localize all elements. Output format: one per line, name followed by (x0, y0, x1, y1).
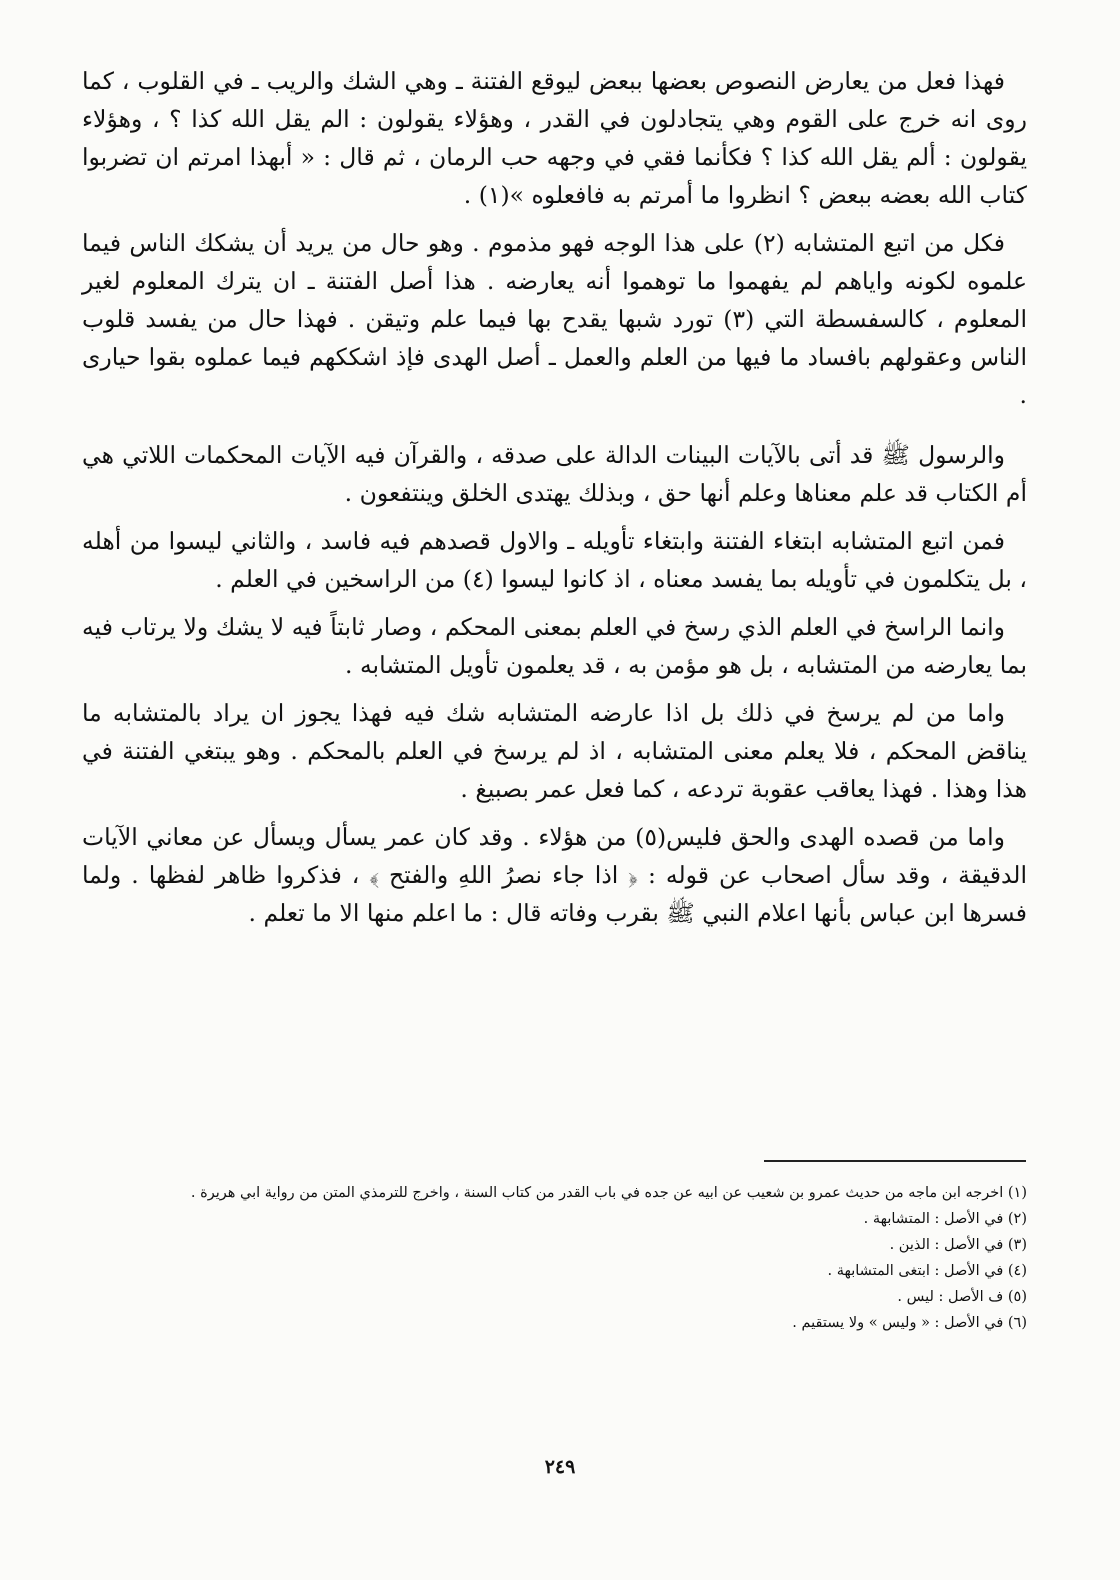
footnote-2: (٢) في الأصل : المتشابهة . (863, 1211, 1027, 1227)
footnote-6: (٦) في الأصل : « وليس » ولا يستقيم . (792, 1315, 1027, 1331)
footnote-1: (١) اخرجه ابن ماجه من حديث عمرو بن شعيب عن ابيه عن جده في باب القدر من كتاب السنة ، واخرج للترمذي المتن من رواية ابي هريرة . (190, 1185, 1027, 1201)
footnote-separator (764, 1160, 1026, 1162)
footnotes (82, 1180, 1027, 1336)
paragraph-7: واما من قصده الهدى والحق فليس(٥) من هؤلاء . وقد كان عمر يسأل ويسأل عن معاني الآيات الدقيقة ، وقد سأل اصحاب عن قوله : ﴿ اذا جاء نصرُ اللهِ والفتح ﴾ ، فذكروا ظاهر لفظها . ولما فسرها ابن عباس بأنها اعلام النبي ﷺ بقرب وفاته قال : ما اعلم منها الا ما تعلم . (82, 823, 1027, 927)
main-text (82, 62, 1027, 942)
paragraph-6: واما من لم يرسخ في ذلك بل اذا عارضه المتشابه شك فيه فهذا يجوز ان يراد بالمتشابه ما يناقض المحكم ، فلا يعلم معنى المتشابه ، اذ لم يرسخ في العلم بالمحكم . وهو يبتغي الفتنة في هذا وهذا . فهذا يعاقب عقوبة تردعه ، كما فعل عمر بصبيغ . (82, 699, 1027, 803)
footnote-4: (٤) في الأصل : ابتغى المتشابهة . (827, 1263, 1027, 1279)
paragraph-2: فكل من اتبع المتشابه (٢) على هذا الوجه فهو مذموم . وهو حال من يريد أن يشكك الناس فيما علموه لكونه واياهم لم يفهموا ما توهموا أنه يعارضه . هذا أصل الفتنة ـ ان يترك المعلوم لغير المعلوم ، كالسفسطة التي (٣) تورد شبها يقدح بها فيما علم وتيقن . فهذا حال من يفسد قلوب الناس وعقولهم بافساد ما فيها من العلم والعمل ـ أصل الهدى فإذ اشككهم فيما عملوه بقوا حيارى . (82, 229, 1027, 409)
footnote-3: (٣) في الأصل : الذين . (889, 1237, 1027, 1253)
paragraph-3: والرسول ﷺ قد أتى بالآيات البينات الدالة على صدقه ، والقرآن فيه الآيات المحكمات اللاتي هي أم الكتاب قد علم معناها وعلم أنها حق ، وبذلك يهتدى الخلق وينتفعون . (82, 441, 1027, 507)
paragraph-5: وانما الراسخ في العلم الذي رسخ في العلم بمعنى المحكم ، وصار ثابتاً فيه لا يشك ولا يرتاب فيه بما يعارضه من المتشابه ، بل هو مؤمن به ، قد يعلمون تأويل المتشابه . (82, 613, 1027, 679)
paragraph-1: فهذا فعل من يعارض النصوص بعضها ببعض ليوقع الفتنة ـ وهي الشك والريب ـ في القلوب ، كما روى انه خرج على القوم وهي يتجادلون في القدر ، وهؤلاء يقولون : الم يقل الله كذا ؟ ، وهؤلاء يقولون : ألم يقل الله كذا ؟ فكأنما فقي في وجهه حب الرمان ، ثم قال : « أبهذا امرتم ان تضربوا كتاب الله بعضه ببعض ؟ انظروا ما أمرتم به فافعلوه »(١) . (82, 67, 1027, 209)
footnote-5: (٥) ف الأصل : ليس . (897, 1289, 1027, 1305)
paragraph-4: فمن اتبع المتشابه ابتغاء الفتنة وابتغاء تأويله ـ والاول قصدهم فيه فاسد ، والثاني ليسوا من أهله ، بل يتكلمون في تأويله بما يفسد معناه ، اذ كانوا ليسوا (٤) من الراسخين في العلم . (82, 527, 1027, 593)
page-number: ٢٤٩ (544, 1456, 576, 1478)
